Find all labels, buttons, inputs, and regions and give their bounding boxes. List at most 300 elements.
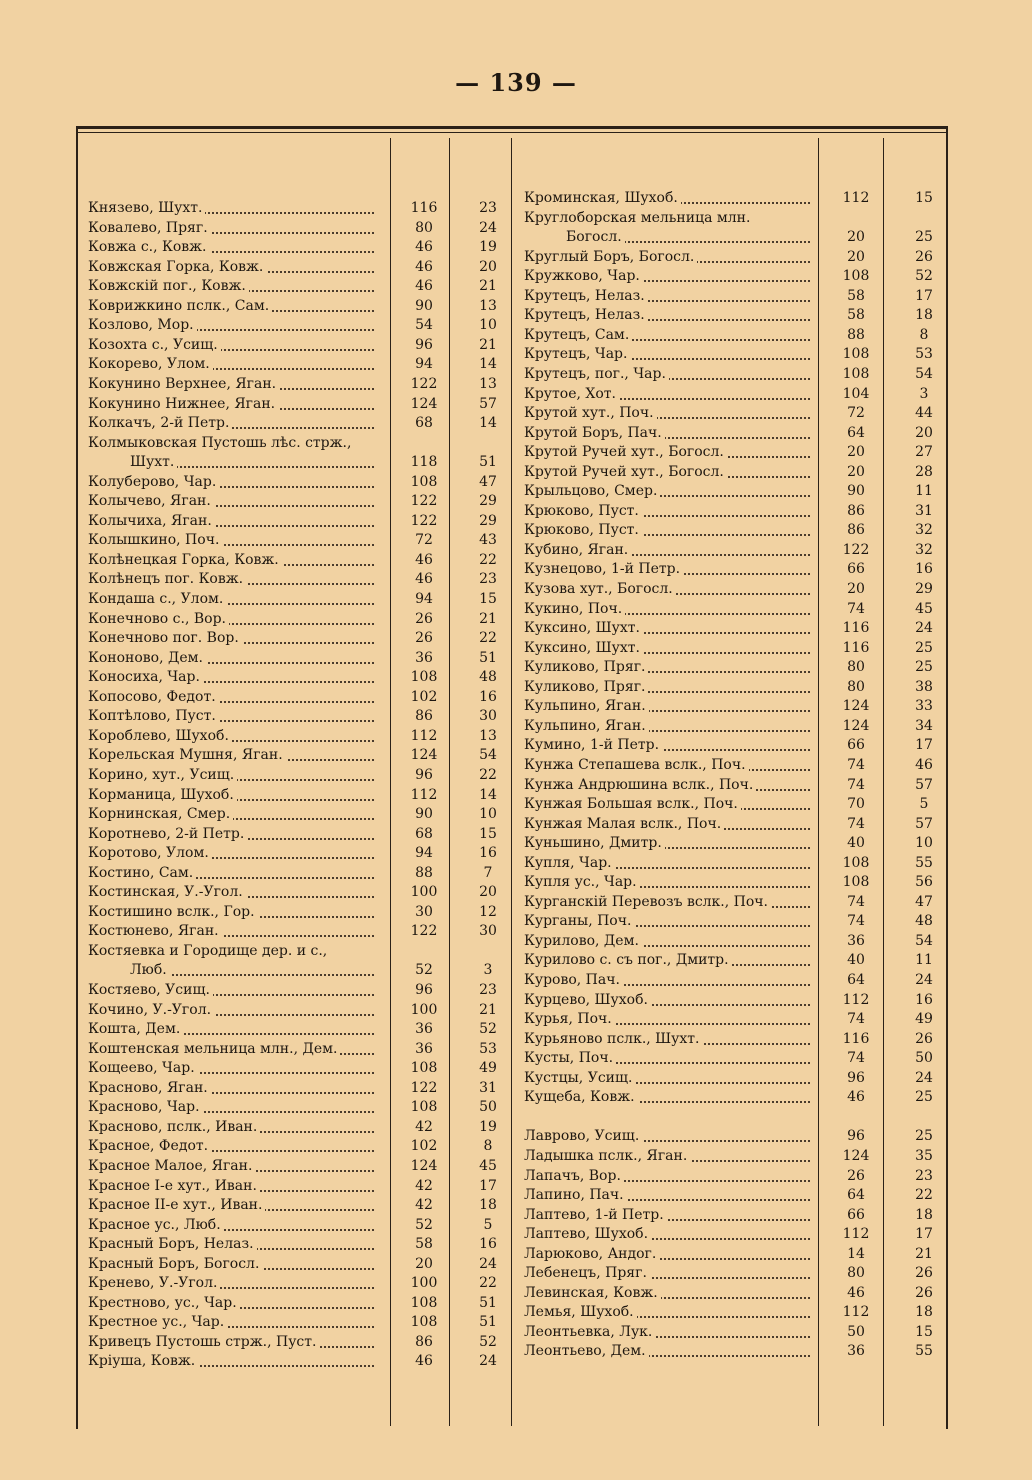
entry-name: Леонтьево, Дем.	[524, 1341, 816, 1361]
entry-page-number: 112	[410, 727, 438, 744]
entry-page-number: 100	[410, 1275, 438, 1292]
entry-name: Куликово, Пряг.	[524, 677, 816, 697]
index-entry	[524, 188, 944, 208]
entry-page-number: 66	[847, 737, 865, 754]
entry-page-number: 108	[410, 1099, 438, 1116]
entry-name: Круглоборская мельница млн.	[524, 208, 816, 228]
entry-name: Копосово, Федот.	[88, 687, 380, 707]
index-entry	[524, 247, 944, 267]
entry-page-number: 112	[842, 991, 870, 1008]
index-entry	[88, 198, 508, 218]
entry-name: Красный Боръ, Богосл.	[88, 1254, 380, 1274]
entry-item-number: 31	[479, 1079, 497, 1096]
entry-item-number: 21	[479, 610, 497, 627]
index-entry	[88, 745, 508, 765]
entry-item-number: 29	[479, 512, 497, 529]
index-entry	[524, 638, 944, 658]
center-column-divider	[511, 138, 512, 1426]
entry-item-number: 47	[915, 893, 933, 910]
entry-page-number: 30	[415, 903, 433, 920]
entry-page-number: 108	[410, 1314, 438, 1331]
entry-page-number: 26	[415, 610, 433, 627]
entry-page-number: 122	[410, 923, 438, 940]
entry-name: Кульпино, Яган.	[524, 696, 816, 716]
index-entry	[524, 442, 944, 462]
entry-name: Крутой хут., Поч.	[524, 403, 816, 423]
entry-item-number: 26	[915, 1030, 933, 1047]
entry-page-number: 100	[410, 884, 438, 901]
entry-item-number: 57	[479, 395, 497, 412]
entry-name: Красное Малое, Яган.	[88, 1156, 380, 1176]
entry-page-number: 122	[410, 512, 438, 529]
entry-name: Крутой Ручей хут., Богосл.	[524, 442, 816, 462]
index-entry	[88, 276, 508, 296]
index-entry	[88, 550, 508, 570]
entry-name: Кошта, Дем.	[88, 1019, 380, 1039]
entry-name: Кустцы, Усищ.	[524, 1068, 816, 1088]
index-entry	[88, 1176, 508, 1196]
entry-item-number: 49	[479, 1060, 497, 1077]
index-entry	[524, 1322, 944, 1342]
index-entry	[88, 609, 508, 629]
entry-name: Красное I-е хут., Иван.	[88, 1176, 380, 1196]
entry-name: Круглый Боръ, Богосл.	[524, 247, 816, 267]
index-entry	[524, 403, 944, 423]
entry-page-number: 72	[415, 532, 433, 549]
entry-page-number: 36	[415, 649, 433, 666]
entry-page-number: 46	[415, 258, 433, 275]
index-entry	[88, 921, 508, 941]
index-entry	[88, 413, 508, 433]
entry-page-number: 64	[847, 972, 865, 988]
entry-name: Колѣнецкая Горка, Ковж.	[88, 550, 380, 570]
entry-page-number: 86	[847, 502, 865, 519]
entry-item-number: 51	[479, 649, 497, 666]
entry-item-number: 47	[479, 473, 497, 490]
entry-name: Курганскій Перевозъ вслк., Поч.	[524, 892, 816, 912]
index-entry	[88, 902, 508, 922]
entry-page-number: 108	[842, 268, 870, 285]
entry-name: Коптѣлово, Пуст.	[88, 706, 380, 726]
index-entry	[524, 931, 944, 951]
entry-name: Кущеба, Ковж.	[524, 1087, 816, 1107]
entry-item-number: 7	[483, 864, 493, 881]
entry-item-number: 57	[915, 776, 933, 793]
index-entry	[88, 1156, 508, 1176]
index-entry	[524, 911, 944, 931]
entry-name: Красное ус., Люб.	[88, 1215, 380, 1235]
entry-page-number: 124	[842, 698, 870, 715]
entry-page-number: 104	[842, 385, 870, 402]
entry-name: Левинская, Ковж.	[524, 1283, 816, 1303]
entry-name: Кубино, Яган.	[524, 540, 816, 560]
index-entry	[524, 1185, 944, 1205]
entry-name: Лебенецъ, Пряг.	[524, 1263, 816, 1283]
index-entry	[524, 657, 944, 677]
index-entry	[88, 237, 508, 257]
index-entry	[524, 266, 944, 286]
entry-item-number: 23	[915, 1167, 933, 1184]
entry-item-number: 51	[479, 1294, 497, 1311]
index-entry	[524, 559, 944, 579]
entry-name: Курилово, Дем.	[524, 931, 816, 951]
entry-item-number: 32	[915, 522, 933, 539]
index-entry	[524, 1166, 944, 1186]
entry-item-number: 53	[915, 346, 933, 363]
entry-name: Кружково, Чар.	[524, 266, 816, 286]
entry-item-number: 19	[479, 239, 497, 256]
entry-name: Конечново с., Вор.	[88, 609, 380, 629]
entry-page-number: 20	[415, 1255, 433, 1272]
index-entry	[524, 618, 944, 638]
index-entry	[88, 804, 508, 824]
index-entry	[88, 354, 508, 374]
entry-item-number: 5	[919, 796, 929, 813]
entry-page-number: 88	[847, 326, 865, 343]
index-entry	[88, 218, 508, 238]
entry-item-number: 49	[915, 1011, 933, 1028]
entry-item-number: 26	[915, 1265, 933, 1282]
entry-name: Корельская Мушня, Яган.	[88, 745, 380, 765]
entry-item-number: 25	[915, 659, 933, 676]
index-entry	[88, 296, 508, 316]
entry-name: Куксино, Шухт.	[524, 638, 816, 658]
entry-page-number: 96	[415, 982, 433, 998]
entry-item-number: 25	[915, 1089, 933, 1106]
entry-item-number: 14	[479, 356, 497, 373]
entry-page-number: 46	[847, 1089, 865, 1106]
index-entry	[524, 735, 944, 755]
entry-item-number: 15	[479, 591, 497, 607]
entry-name: Кукино, Поч.	[524, 599, 816, 619]
entry-page-number: 100	[410, 1001, 438, 1018]
entry-name: Колмыковская Пустошь лѣс. стрж.,	[88, 433, 380, 453]
entry-item-number: 35	[915, 1147, 933, 1164]
entry-page-number: 36	[847, 1343, 865, 1360]
entry-item-number: 11	[915, 483, 933, 500]
index-entry	[88, 941, 508, 961]
index-entry	[88, 667, 508, 687]
entry-page-number: 116	[842, 1030, 870, 1047]
index-entry	[88, 452, 508, 472]
entry-item-number: 24	[479, 1255, 497, 1272]
entry-page-number: 122	[410, 493, 438, 510]
entry-item-number: 51	[479, 454, 497, 471]
index-entry	[88, 1215, 508, 1235]
entry-page-number: 74	[847, 756, 865, 773]
entry-page-number: 20	[847, 463, 865, 480]
entry-page-number: 122	[842, 541, 870, 558]
index-entry	[524, 1087, 944, 1107]
entry-item-number: 17	[915, 1226, 933, 1243]
index-entry	[88, 530, 508, 550]
entry-name: Кренево, У.-Угол.	[88, 1273, 380, 1293]
index-entry	[524, 1107, 944, 1127]
index-entry	[524, 775, 944, 795]
entry-name: Купля, Чар.	[524, 853, 816, 873]
index-entry	[524, 814, 944, 834]
index-entry	[88, 863, 508, 883]
entry-name: Кумино, 1-й Петр.	[524, 735, 816, 755]
entry-page-number: 118	[410, 454, 438, 471]
entry-page-number: 96	[847, 1069, 865, 1086]
index-entry	[88, 1312, 508, 1332]
entry-name: Кульпино, Яган.	[524, 716, 816, 736]
entry-page-number: 66	[847, 1206, 865, 1223]
index-entry	[88, 843, 508, 863]
entry-page-number: 124	[410, 747, 438, 764]
entry-item-number: 28	[915, 463, 933, 480]
entry-name: Купля ус., Чар.	[524, 872, 816, 892]
entry-name: Костюнево, Яган.	[88, 921, 380, 941]
entry-item-number: 54	[479, 747, 497, 764]
entry-name: Шухт.	[88, 452, 380, 472]
index-entry	[88, 1136, 508, 1156]
entry-item-number: 50	[479, 1099, 497, 1116]
entry-item-number: 52	[479, 1021, 497, 1038]
index-entry	[88, 1078, 508, 1098]
index-entry	[88, 1097, 508, 1117]
index-entry	[524, 794, 944, 814]
entry-page-number: 108	[410, 1060, 438, 1077]
entry-name: Кокорево, Улом.	[88, 354, 380, 374]
entry-item-number: 17	[915, 287, 933, 304]
entry-item-number: 18	[915, 1304, 933, 1321]
entry-name: Курцево, Шухоб.	[524, 990, 816, 1010]
entry-page-number: 70	[847, 796, 865, 813]
entry-item-number: 16	[479, 845, 497, 862]
entry-name: Корино, хут., Усищ.	[88, 765, 380, 785]
index-entry	[88, 1019, 508, 1039]
index-entry	[524, 1048, 944, 1068]
entry-item-number: 27	[915, 444, 933, 461]
entry-page-number: 102	[410, 688, 438, 705]
entry-page-number: 122	[410, 1079, 438, 1096]
entry-name: Богосл.	[524, 227, 816, 247]
entry-item-number: 22	[915, 1187, 933, 1204]
entry-item-number: 23	[479, 982, 497, 998]
entry-item-number: 26	[915, 1284, 933, 1301]
entry-name: Куньшино, Дмитр.	[524, 833, 816, 853]
index-entry	[524, 1224, 944, 1244]
entry-item-number: 15	[479, 825, 497, 842]
index-entry	[524, 990, 944, 1010]
index-entry	[88, 394, 508, 414]
entry-page-number: 64	[847, 424, 865, 441]
entry-item-number: 16	[915, 561, 933, 578]
entry-item-number: 16	[479, 688, 497, 705]
entry-item-number: 10	[479, 317, 497, 334]
entry-name: Куксино, Шухт.	[524, 618, 816, 638]
entry-item-number: 33	[915, 698, 933, 715]
entry-name: Кочино, У.-Угол.	[88, 1000, 380, 1020]
entry-item-number: 29	[479, 493, 497, 510]
entry-name: Костишино вслк., Гор.	[88, 902, 380, 922]
index-entry	[88, 980, 508, 1000]
index-entry	[88, 1234, 508, 1254]
entry-item-number: 14	[479, 786, 497, 803]
index-entry	[524, 716, 944, 736]
entry-page-number: 52	[415, 962, 433, 979]
entry-item-number: 18	[915, 1206, 933, 1223]
index-entry	[88, 1195, 508, 1215]
entry-page-number: 20	[847, 581, 865, 597]
entry-name: Коносиха, Чар.	[88, 667, 380, 687]
entry-name: Крутецъ, Чар.	[524, 344, 816, 364]
entry-name: Конечново пог. Вор.	[88, 628, 380, 648]
entry-item-number: 17	[915, 737, 933, 754]
entry-page-number: 88	[415, 864, 433, 881]
entry-item-number: 15	[915, 1323, 933, 1340]
entry-page-number: 72	[847, 405, 865, 422]
index-entry	[524, 950, 944, 970]
entry-name: Кунжа Андрюшина вслк., Поч.	[524, 775, 816, 795]
entry-item-number: 16	[479, 1236, 497, 1253]
index-entry	[88, 472, 508, 492]
entry-name: Крутой Ручей хут., Богосл.	[524, 462, 816, 482]
entry-page-number: 42	[415, 1118, 433, 1135]
entry-item-number: 38	[915, 678, 933, 695]
index-entry	[88, 648, 508, 668]
entry-item-number: 21	[479, 336, 497, 353]
entry-item-number: 57	[915, 815, 933, 832]
entry-page-number: 68	[415, 825, 433, 842]
index-entry	[524, 872, 944, 892]
index-entry	[524, 364, 944, 384]
entry-name: Кононово, Дем.	[88, 648, 380, 668]
entry-item-number: 17	[479, 1177, 497, 1194]
entry-item-number: 50	[915, 1050, 933, 1067]
entry-item-number: 55	[915, 854, 933, 871]
index-entry	[88, 1058, 508, 1078]
entry-page-number: 108	[410, 669, 438, 686]
entry-page-number: 74	[847, 815, 865, 832]
entry-item-number: 26	[915, 248, 933, 265]
entry-item-number: 3	[919, 385, 929, 402]
entry-item-number: 46	[915, 756, 933, 773]
entry-page-number: 94	[415, 356, 433, 373]
entry-page-number: 74	[847, 913, 865, 930]
entry-name: Курилово с. съ пог., Дмитр.	[524, 950, 816, 970]
entry-name: Ковжскій пог., Ковж.	[88, 276, 380, 296]
index-entry	[524, 1009, 944, 1029]
entry-page-number: 116	[410, 200, 438, 216]
entry-item-number: 22	[479, 766, 497, 783]
index-entry	[524, 423, 944, 443]
index-entry	[524, 833, 944, 853]
entry-name: Колуберово, Чар.	[88, 472, 380, 492]
entry-item-number: 24	[915, 972, 933, 988]
entry-item-number: 29	[915, 581, 933, 597]
entry-name: Кусты, Поч.	[524, 1048, 816, 1068]
entry-name: Красново, Яган.	[88, 1078, 380, 1098]
entry-item-number: 15	[915, 190, 933, 206]
entry-name: Кунжая Большая вслк., Поч.	[524, 794, 816, 814]
entry-name: Крыльцово, Смер.	[524, 481, 816, 501]
entry-item-number: 10	[915, 835, 933, 852]
entry-page-number: 124	[842, 717, 870, 734]
index-entry	[524, 1302, 944, 1322]
entry-item-number: 54	[915, 365, 933, 382]
entry-page-number: 86	[415, 708, 433, 725]
entry-name: Курьяново пслк., Шухт.	[524, 1029, 816, 1049]
entry-page-number: 94	[415, 845, 433, 862]
entry-page-number: 46	[415, 278, 433, 295]
entry-item-number: 5	[483, 1216, 493, 1233]
entry-name: Кроминская, Шухоб.	[524, 188, 816, 208]
index-entry	[88, 335, 508, 355]
index-entry	[524, 540, 944, 560]
entry-item-number: 45	[915, 600, 933, 617]
entry-page-number: 108	[410, 1294, 438, 1311]
entry-page-number: 74	[847, 893, 865, 910]
index-entry	[88, 1000, 508, 1020]
entry-page-number: 86	[415, 1333, 433, 1350]
entry-item-number: 24	[915, 620, 933, 637]
entry-name: Колышкино, Поч.	[88, 530, 380, 550]
entry-name: Короблево, Шухоб.	[88, 726, 380, 746]
index-entry	[88, 785, 508, 805]
entry-page-number: 46	[415, 1353, 433, 1370]
entry-item-number: 55	[915, 1343, 933, 1360]
entry-item-number: 31	[915, 502, 933, 519]
entry-item-number: 8	[483, 1138, 493, 1155]
entry-page-number: 46	[847, 1284, 865, 1301]
entry-name: Куликово, Пряг.	[524, 657, 816, 677]
entry-page-number: 90	[847, 483, 865, 500]
entry-name: Крутое, Хот.	[524, 384, 816, 404]
page-number: — 139 —	[455, 68, 577, 97]
entry-item-number: 23	[479, 200, 497, 216]
index-entry	[88, 960, 508, 980]
index-entry	[524, 1029, 944, 1049]
entry-page-number: 80	[847, 1265, 865, 1282]
entry-page-number: 108	[842, 854, 870, 871]
entry-page-number: 26	[847, 1167, 865, 1184]
entry-item-number: 48	[915, 913, 933, 930]
entry-item-number: 54	[915, 932, 933, 949]
entry-name: Костино, Сам.	[88, 863, 380, 883]
entry-name: Костинская, У.-Угол.	[88, 882, 380, 902]
entry-page-number: 96	[415, 336, 433, 353]
entry-name: Лапино, Пач.	[524, 1185, 816, 1205]
entry-name: Красное II-е хут., Иван.	[88, 1195, 380, 1215]
index-entry	[88, 1039, 508, 1059]
index-entry	[524, 1146, 944, 1166]
entry-item-number: 56	[915, 874, 933, 891]
entry-page-number: 116	[842, 620, 870, 637]
index-entry	[88, 374, 508, 394]
index-entry	[524, 520, 944, 540]
entry-name: Крутецъ, Нелаз.	[524, 305, 816, 325]
index-entry	[88, 569, 508, 589]
entry-page-number: 58	[847, 307, 865, 324]
index-entry	[524, 1341, 944, 1361]
entry-item-number: 25	[915, 229, 933, 246]
entry-page-number: 50	[847, 1323, 865, 1340]
entry-name: Колычево, Яган.	[88, 491, 380, 511]
entry-page-number: 124	[842, 1147, 870, 1164]
entry-page-number: 40	[847, 835, 865, 852]
entry-page-number: 112	[842, 190, 870, 206]
index-entry	[88, 589, 508, 609]
entry-item-number: 14	[479, 415, 497, 432]
entry-item-number: 45	[479, 1157, 497, 1174]
entry-item-number: 53	[479, 1040, 497, 1057]
index-entry	[524, 892, 944, 912]
entry-page-number: 112	[410, 786, 438, 803]
entry-name: Крестново, ус., Чар.	[88, 1293, 380, 1313]
